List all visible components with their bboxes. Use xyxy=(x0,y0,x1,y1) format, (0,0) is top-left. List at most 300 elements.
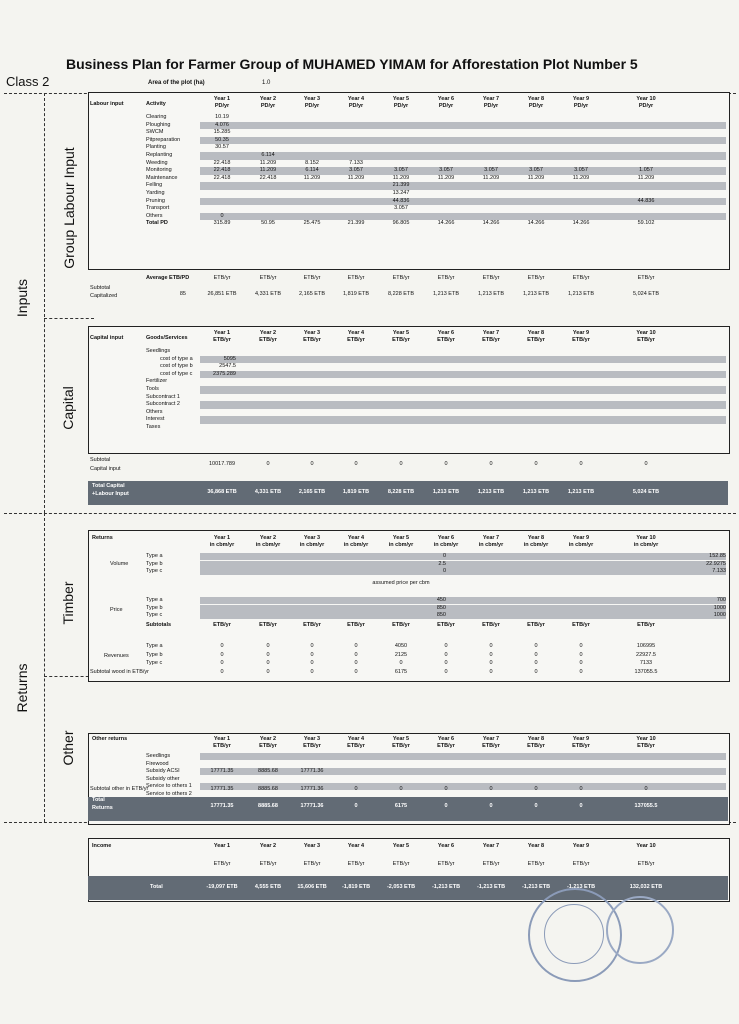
other-unit: ETB/yr xyxy=(572,743,590,749)
income-year: Year 10 xyxy=(636,843,656,849)
other-year: Year 10 xyxy=(636,736,656,742)
other-item-label: Seedlings xyxy=(146,753,171,759)
revenue-value: 0 xyxy=(534,643,538,649)
other-unit: ETB/yr xyxy=(213,743,231,749)
total-capital-label: Total Capital xyxy=(92,483,125,489)
capital-year: Year 5 xyxy=(392,330,410,336)
capital-subtotal-label: Subtotal xyxy=(90,457,111,463)
labour-year: Year 1 xyxy=(213,96,231,102)
revenue-value: 0 xyxy=(266,651,270,658)
volume-label: Volume xyxy=(110,561,129,567)
labour-value: 11.209 xyxy=(637,174,655,181)
capital-item-label: cost of type a xyxy=(160,355,193,362)
area-value: 1.0 xyxy=(262,80,271,86)
volume-type: Type c xyxy=(146,568,163,575)
assumed-price-note: assumed price per cbm xyxy=(372,580,430,586)
other-unit: ETB/yr xyxy=(637,743,655,749)
subtotals-label: Subtotals xyxy=(146,622,172,628)
total-capital-label: +Labour Input xyxy=(92,491,129,497)
capital-year: Year 7 xyxy=(482,330,500,336)
income-total-value: 4,555 ETB xyxy=(254,884,282,890)
other-subtotal-label: Subtotal other in ETB/yr xyxy=(90,786,149,792)
total-returns-value: 17771.36 xyxy=(300,803,324,809)
divider xyxy=(4,513,736,514)
activity-label: Clearing xyxy=(146,114,167,120)
price-value: 1000 xyxy=(713,612,726,619)
other-subtotal-value: 0 xyxy=(489,786,493,792)
price-value: 700 xyxy=(716,597,726,603)
capital-unit: ETB/yr xyxy=(259,337,277,343)
labour-value: 44.836 xyxy=(637,197,655,204)
subtotal-wood-value: 0 xyxy=(266,669,270,675)
avg-unit: ETB/yr xyxy=(213,275,231,281)
capital-item-value: 5095 xyxy=(223,355,236,362)
other-year: Year 9 xyxy=(572,736,590,742)
capital-subtotal-value: 0 xyxy=(534,461,538,467)
other-row-shade xyxy=(200,753,726,760)
total-returns-value: 6175 xyxy=(394,803,408,809)
other-year: Year 7 xyxy=(482,736,500,742)
income-total-value: -1,213 ETB xyxy=(431,884,461,890)
subtotal-wood-value: 0 xyxy=(220,669,224,675)
income-total-value: -1,213 ETB xyxy=(521,884,551,890)
income-unit: ETB/yr xyxy=(303,861,321,867)
labour-value: 3.057 xyxy=(574,167,588,174)
capital-subtotal-value: 0 xyxy=(444,461,448,467)
subtotal-wood-value: 6175 xyxy=(394,669,408,675)
other-year: Year 8 xyxy=(527,736,545,742)
capital-item-label: Subcontract 1 xyxy=(146,393,180,400)
timber-row-shade xyxy=(200,597,726,604)
other-subtotal-value: 17771.35 xyxy=(210,786,234,792)
divider xyxy=(44,676,94,677)
total-returns-value: 8885.68 xyxy=(258,803,278,809)
subtotal-wood-value: 0 xyxy=(489,669,493,675)
labour-value: 11.209 xyxy=(392,174,410,181)
activity-col-header: Activity xyxy=(146,101,166,107)
labour-subtotal-label: Subtotal xyxy=(90,285,111,291)
labour-unit: PD/yr xyxy=(483,103,499,109)
revenue-value: 0 xyxy=(579,660,583,666)
revenue-value: 0 xyxy=(220,643,224,649)
timber-unit: in cbm/yr xyxy=(478,542,504,548)
capital-item-label: cost of type b xyxy=(160,363,193,370)
labour-value: 22.418 xyxy=(213,167,231,174)
capital-unit: ETB/yr xyxy=(482,337,500,343)
labour-value: 14.266 xyxy=(437,220,455,227)
income-unit: ETB/yr xyxy=(527,861,545,867)
labour-value: 13.247 xyxy=(392,190,410,196)
other-year: Year 4 xyxy=(347,736,365,742)
avg-unit: ETB/yr xyxy=(637,275,655,281)
returns-col-header: Returns xyxy=(92,535,113,541)
labour-value: 11.209 xyxy=(347,174,365,181)
total-returns-value: 17771.35 xyxy=(210,803,234,809)
revenue-value: 2125 xyxy=(394,651,408,658)
labour-subtotal-value: 1,213 ETB xyxy=(523,291,549,297)
capital-unit: ETB/yr xyxy=(572,337,590,343)
income-unit: ETB/yr xyxy=(213,861,231,867)
timber-year: Year 8 xyxy=(527,535,545,541)
subtotal-unit: ETB/yr xyxy=(259,622,277,628)
total-capital-value: 4,331 ETB xyxy=(254,489,282,495)
revenue-value: 22927.5 xyxy=(636,651,656,658)
capital-year: Year 6 xyxy=(437,330,455,336)
labour-value: 22.418 xyxy=(213,174,231,181)
capital-subtotal-value: 0 xyxy=(266,461,270,467)
other-subtotal-value: 8885.68 xyxy=(258,786,278,792)
labour-year: Year 10 xyxy=(636,96,656,102)
other-subtotal-value: 0 xyxy=(579,786,583,792)
capital-year: Year 8 xyxy=(527,330,545,336)
capital-subtotal-value: 0 xyxy=(489,461,493,467)
income-col-header: Income xyxy=(92,843,112,849)
revenue-value: 0 xyxy=(310,660,314,666)
volume-value: 7.133 xyxy=(712,568,726,575)
revenue-value: 0 xyxy=(266,660,270,666)
labour-unit: PD/yr xyxy=(638,103,654,109)
official-stamp-2 xyxy=(606,896,674,964)
labour-value: 14.266 xyxy=(482,220,500,227)
other-unit: ETB/yr xyxy=(347,743,365,749)
timber-year: Year 6 xyxy=(437,535,455,541)
other-subtotal-value: 0 xyxy=(399,786,403,792)
divider xyxy=(44,513,45,822)
revenue-value: 0 xyxy=(534,651,538,658)
capital-item-label: Subcontract 2 xyxy=(146,401,180,408)
labour-value: 8.152 xyxy=(305,159,319,166)
capital-unit: ETB/yr xyxy=(392,337,410,343)
avg-unit: ETB/yr xyxy=(259,275,277,281)
labour-value: 96.805 xyxy=(392,220,410,227)
volume-value: 0 xyxy=(442,568,446,575)
avg-unit: ETB/yr xyxy=(482,275,500,281)
other-subtotal-value: 0 xyxy=(354,786,358,792)
labour-value: 11.209 xyxy=(527,174,545,181)
labour-year: Year 9 xyxy=(572,96,590,102)
timber-unit: in cbm/yr xyxy=(433,542,459,548)
capital-row-shade xyxy=(200,401,726,409)
revenues-label: Revenues xyxy=(104,653,129,659)
timber-row-shade xyxy=(200,605,726,612)
other-unit: ETB/yr xyxy=(303,743,321,749)
capital-year: Year 2 xyxy=(259,330,277,336)
avg-label: Average ETB/PD xyxy=(146,275,190,281)
class-label: Class 2 xyxy=(6,74,50,89)
other-label: Other xyxy=(60,730,76,766)
revenue-type: Type a xyxy=(146,643,163,649)
labour-value: 1.057 xyxy=(639,167,653,174)
income-total-value: -1,819 ETB xyxy=(341,884,371,890)
income-total-value: -1,213 ETB xyxy=(476,884,506,890)
labour-value: 14.266 xyxy=(527,220,545,227)
revenue-value: 0 xyxy=(310,651,314,658)
other-unit: ETB/yr xyxy=(259,743,277,749)
capital-subtotal-value: 0 xyxy=(579,461,583,467)
income-total-value: -2,053 ETB xyxy=(386,884,416,890)
activity-label: Transport xyxy=(146,205,170,212)
price-value: 450 xyxy=(436,597,446,603)
income-unit: ETB/yr xyxy=(259,861,277,867)
labour-value: 21.399 xyxy=(347,220,365,227)
capital-unit: ETB/yr xyxy=(347,337,365,343)
activity-label: Weeding xyxy=(146,159,168,166)
volume-value: 152.85 xyxy=(709,553,726,559)
timber-row-shade xyxy=(200,553,726,560)
capital-subtotal-value: 0 xyxy=(644,461,648,467)
labour-value: 0 xyxy=(220,212,224,219)
labour-value: 15.285 xyxy=(213,129,231,136)
capital-row-shade xyxy=(200,356,726,364)
timber-year: Year 9 xyxy=(572,535,590,541)
labour-value: 21.399 xyxy=(392,182,410,189)
subtotal-wood-value: 0 xyxy=(534,669,538,675)
avg-unit: ETB/yr xyxy=(572,275,590,281)
labour-unit: PD/yr xyxy=(214,103,230,109)
other-unit: ETB/yr xyxy=(437,743,455,749)
revenue-value: 0 xyxy=(310,643,314,649)
income-unit: ETB/yr xyxy=(482,861,500,867)
labour-subtotal-value: 1,819 ETB xyxy=(343,291,369,297)
revenue-value: 106995 xyxy=(636,643,656,649)
labour-unit: PD/yr xyxy=(304,103,320,109)
income-total-value: 132,032 ETB xyxy=(629,884,663,890)
income-year: Year 5 xyxy=(392,843,410,849)
timber-unit: in cbm/yr xyxy=(209,542,235,548)
other-subtotal-value: 17771.36 xyxy=(300,786,324,792)
timber-unit: in cbm/yr xyxy=(523,542,549,548)
labour-value: 44.836 xyxy=(392,197,410,204)
labour-value: 7.133 xyxy=(349,159,363,166)
page-title: Business Plan for Farmer Group of MUHAMED YIMAM for Afforestation Plot Number 5 xyxy=(66,56,638,72)
price-value: 850 xyxy=(436,612,446,619)
labour-value: 10.19 xyxy=(215,114,229,120)
inputs-label: Inputs xyxy=(14,278,30,318)
price-value: 1000 xyxy=(713,604,726,611)
revenue-value: 0 xyxy=(266,643,270,649)
subsidy-value: 17771.35 xyxy=(210,768,234,774)
other-item-label: Service to others 1 xyxy=(146,783,192,790)
price-type: Type c xyxy=(146,612,163,619)
activity-label: Ploughing xyxy=(146,121,171,128)
revenue-value: 0 xyxy=(579,651,583,658)
subtotal-unit: ETB/yr xyxy=(527,622,545,628)
other-unit: ETB/yr xyxy=(392,743,410,749)
labour-unit: PD/yr xyxy=(438,103,454,109)
labour-value: 50.95 xyxy=(261,220,275,227)
labour-value: 11.209 xyxy=(482,174,500,181)
income-year: Year 3 xyxy=(303,843,321,849)
labour-value: 315.89 xyxy=(213,220,231,227)
capital-row-shade xyxy=(200,371,726,379)
capital-subtotal-value: 0 xyxy=(354,461,358,467)
labour-value: 14.266 xyxy=(572,220,590,227)
revenue-value: 0 xyxy=(220,660,224,666)
labour-value: 3.057 xyxy=(394,205,408,212)
labour-value: 59.102 xyxy=(637,220,655,227)
labour-value: 3.057 xyxy=(484,167,498,174)
capital-label: Capital xyxy=(60,386,76,430)
capital-item-label: Seedlings xyxy=(146,348,171,354)
volume-value: 0 xyxy=(442,553,446,559)
income-total-value: -1,213 ETB xyxy=(566,884,596,890)
activity-label: Maintenance xyxy=(146,174,178,181)
subtotal-wood-value: 0 xyxy=(579,669,583,675)
price-type: Type a xyxy=(146,597,163,603)
other-year: Year 1 xyxy=(213,736,231,742)
labour-value: 50.35 xyxy=(215,136,229,143)
labour-subtotal-value: 1,213 ETB xyxy=(568,291,594,297)
capital-item-value: 2375.289 xyxy=(213,370,236,377)
other-item-label: Subsidy ACSI xyxy=(146,768,180,775)
total-returns-value: 0 xyxy=(534,803,538,809)
avg-value: 85 xyxy=(179,291,186,297)
timber-row-shade xyxy=(200,612,726,619)
capital-item-label: cost of type c xyxy=(160,370,193,377)
labour-subtotal-value: 2,165 ETB xyxy=(299,291,325,297)
revenue-value: 0 xyxy=(354,660,358,666)
avg-unit: ETB/yr xyxy=(347,275,365,281)
revenue-value: 0 xyxy=(489,660,493,666)
labour-value: 3.057 xyxy=(349,167,363,174)
revenue-value: 0 xyxy=(489,643,493,649)
labour-year: Year 5 xyxy=(392,96,410,102)
capital-year: Year 1 xyxy=(213,330,231,336)
labour-value: 30.57 xyxy=(215,144,229,151)
labour-subtotal-value: 26,851 ETB xyxy=(207,291,237,297)
labour-value: 6.114 xyxy=(261,152,275,158)
total-returns-value: 0 xyxy=(444,803,448,809)
timber-row-shade xyxy=(200,561,726,568)
returns-label: Returns xyxy=(14,663,30,713)
labour-subtotal-value: 8,228 ETB xyxy=(388,291,414,297)
total-returns-value: 0 xyxy=(489,803,493,809)
other-subtotal-value: 0 xyxy=(644,786,648,792)
other-year: Year 3 xyxy=(303,736,321,742)
income-year: Year 9 xyxy=(572,843,590,849)
timber-label: Timber xyxy=(60,581,76,625)
revenue-value: 0 xyxy=(534,660,538,666)
capital-item-value: 2547.5 xyxy=(219,363,236,370)
official-stamp-inner xyxy=(544,904,604,964)
group-labour-input-label: Group Labour Input xyxy=(61,147,77,269)
other-item-label: Service to others 2 xyxy=(146,791,192,797)
capital-unit: ETB/yr xyxy=(303,337,321,343)
capital-item-label: Tools xyxy=(146,386,159,392)
subtotal-unit: ETB/yr xyxy=(347,622,365,628)
labour-value: 11.209 xyxy=(572,174,590,181)
timber-unit: in cbm/yr xyxy=(343,542,369,548)
capital-item-label: Others xyxy=(146,408,163,415)
other-unit: ETB/yr xyxy=(482,743,500,749)
labour-subtotal-value: 1,213 ETB xyxy=(433,291,459,297)
labour-unit: PD/yr xyxy=(573,103,589,109)
total-returns-value: 0 xyxy=(579,803,583,809)
labour-value: 4.076 xyxy=(215,121,229,128)
subtotal-wood-value: 0 xyxy=(354,669,358,675)
income-unit: ETB/yr xyxy=(392,861,410,867)
activity-label: Felling xyxy=(146,182,163,189)
revenue-value: 0 xyxy=(444,660,448,666)
activity-label: Monitoring xyxy=(146,167,172,174)
income-year: Year 4 xyxy=(347,843,365,849)
labour-year: Year 4 xyxy=(347,96,365,102)
labour-value: 3.057 xyxy=(439,167,453,174)
goods-col-header: Goods/Services xyxy=(146,335,188,341)
income-year: Year 2 xyxy=(259,843,277,849)
other-returns-col-header: Other returns xyxy=(92,736,128,742)
capital-item-label: Interest xyxy=(146,416,165,423)
total-capital-value: 2,165 ETB xyxy=(298,489,326,495)
labour-row-shade xyxy=(200,213,726,221)
subtotal-unit: ETB/yr xyxy=(213,622,231,628)
capital-subtotal-value: 10017.789 xyxy=(209,461,235,467)
divider xyxy=(44,318,94,319)
income-unit: ETB/yr xyxy=(637,861,655,867)
capital-unit: ETB/yr xyxy=(637,337,655,343)
revenue-type: Type c xyxy=(146,660,163,666)
income-total-value: 15,606 ETB xyxy=(297,884,327,890)
labour-subtotal-value: 1,213 ETB xyxy=(478,291,504,297)
total-capital-value: 5,024 ETB xyxy=(632,489,660,495)
revenue-value: 0 xyxy=(489,651,493,658)
subsidy-value: 17771.36 xyxy=(300,768,324,774)
avg-unit: ETB/yr xyxy=(392,275,410,281)
activity-label: Total PD xyxy=(146,220,168,227)
revenue-value: 0 xyxy=(444,651,448,658)
labour-value: 3.057 xyxy=(394,167,408,174)
labour-value: 22.418 xyxy=(259,174,277,181)
capital-unit: ETB/yr xyxy=(527,337,545,343)
subtotal-unit: ETB/yr xyxy=(437,622,455,628)
subtotal-unit: ETB/yr xyxy=(637,622,655,628)
other-item-label: Subsidy other xyxy=(146,775,180,782)
area-label: Area of the plot (ha) xyxy=(148,80,205,86)
volume-value: 22.9275 xyxy=(706,560,726,567)
subtotal-unit: ETB/yr xyxy=(482,622,500,628)
labour-year: Year 3 xyxy=(303,96,321,102)
other-subtotal-value: 0 xyxy=(444,786,448,792)
income-year: Year 7 xyxy=(482,843,500,849)
activity-label: Planting xyxy=(146,144,166,151)
timber-year: Year 5 xyxy=(392,535,410,541)
capital-subtotal-value: 0 xyxy=(399,461,403,467)
capital-col-header: Capital input xyxy=(90,335,124,341)
labour-year: Year 2 xyxy=(259,96,277,102)
total-capital-value: 1,213 ETB xyxy=(432,489,460,495)
total-returns-value: 0 xyxy=(354,803,358,809)
labour-value: 11.209 xyxy=(437,174,455,181)
income-unit: ETB/yr xyxy=(572,861,590,867)
other-year: Year 2 xyxy=(259,736,277,742)
revenue-value: 0 xyxy=(354,643,358,649)
subtotal-unit: ETB/yr xyxy=(572,622,590,628)
activity-label: Replanting xyxy=(146,152,173,158)
revenue-value: 7133 xyxy=(639,660,653,666)
subtotal-wood-value: 0 xyxy=(310,669,314,675)
other-item-label: Firewood xyxy=(146,760,169,767)
labour-row-shade xyxy=(200,182,726,190)
total-returns-label: Returns xyxy=(92,805,113,811)
capital-unit: ETB/yr xyxy=(437,337,455,343)
timber-unit: in cbm/yr xyxy=(568,542,594,548)
labour-value: 11.209 xyxy=(259,167,277,174)
labour-unit: PD/yr xyxy=(348,103,364,109)
total-capital-value: 1,213 ETB xyxy=(522,489,550,495)
labour-subtotal-value: 4,331 ETB xyxy=(255,291,281,297)
timber-unit: in cbm/yr xyxy=(255,542,281,548)
total-returns-label: Total xyxy=(92,797,105,803)
